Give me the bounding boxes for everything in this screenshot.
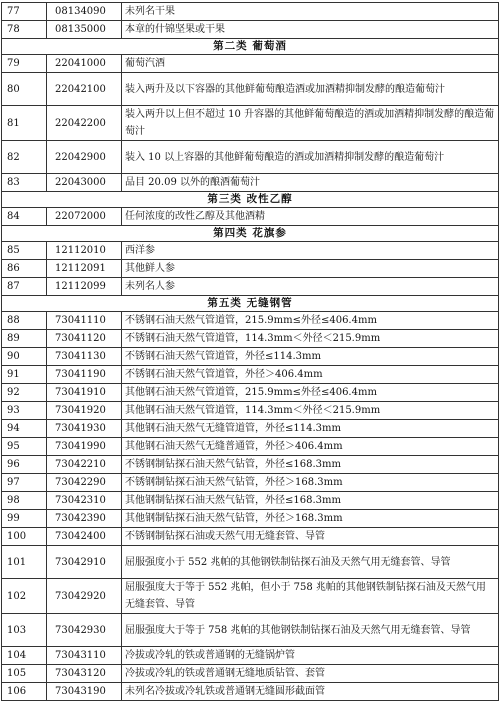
row-number: 105 <box>2 665 47 683</box>
table-row <box>2 456 499 474</box>
tariff-code: 73041130 <box>47 348 122 366</box>
table-row <box>2 546 499 579</box>
row-number: 101 <box>2 546 47 579</box>
table-row <box>2 260 499 278</box>
tariff-table <box>1 2 499 701</box>
row-number: 98 <box>2 492 47 510</box>
row-number: 96 <box>2 456 47 474</box>
item-description: 不锈钢石油天然气管道管，外径≤114.3mm <box>122 348 499 366</box>
tariff-code: 12112010 <box>47 242 122 260</box>
item-description: 装入两升及以下容器的其他鲜葡萄酿造酒或加酒精抑制发酵的酿造葡萄汁 <box>122 73 499 106</box>
tariff-code: 08135000 <box>47 21 122 39</box>
item-description: 其他钢制钻探石油天然气钻管，外径≤168.3mm <box>122 492 499 510</box>
row-number: 97 <box>2 474 47 492</box>
item-description: 其他钢石油天然气无缝管道管，外径≤114.3mm <box>122 420 499 438</box>
item-description: 其他鲜人参 <box>122 260 499 278</box>
item-description: 屈服强度大于等于 552 兆帕，但小于 758 兆帕的其他钢铁制钻探石油及天然气用无缝套管、导管 <box>122 579 499 614</box>
row-number: 82 <box>2 141 47 174</box>
item-description: 未列名干果 <box>122 3 499 21</box>
table-row <box>2 438 499 456</box>
section-title: 第四类 花旗参 <box>2 226 499 242</box>
tariff-code: 73041190 <box>47 366 122 384</box>
row-number: 85 <box>2 242 47 260</box>
tariff-code: 73041990 <box>47 438 122 456</box>
item-description: 品目 20.09 以外的酿酒葡萄汁 <box>122 174 499 192</box>
row-number: 91 <box>2 366 47 384</box>
item-description: 不锈钢制钻探石油或天然气用无缝套管、导管 <box>122 528 499 546</box>
row-number: 106 <box>2 683 47 701</box>
item-description: 其他钢石油天然气无缝普通管，外径＞406.4mm <box>122 438 499 456</box>
section-title: 第二类 葡萄酒 <box>2 39 499 55</box>
section-header-row <box>2 296 499 312</box>
tariff-code: 08134090 <box>47 3 122 21</box>
table-row <box>2 510 499 528</box>
tariff-code: 73042290 <box>47 474 122 492</box>
row-number: 77 <box>2 3 47 21</box>
item-description: 未列名人参 <box>122 278 499 296</box>
row-number: 100 <box>2 528 47 546</box>
table-row <box>2 330 499 348</box>
section-title: 第三类 改性乙醇 <box>2 192 499 208</box>
row-number: 99 <box>2 510 47 528</box>
tariff-code: 22042200 <box>47 106 122 141</box>
table-row <box>2 366 499 384</box>
table-row <box>2 683 499 701</box>
table-row <box>2 73 499 106</box>
item-description: 屈服强度大于等于 758 兆帕的其他钢铁制钻探石油及天然气用无缝套管、导管 <box>122 614 499 647</box>
row-number: 86 <box>2 260 47 278</box>
item-description: 不锈钢石油天然气管道管，外径＞406.4mm <box>122 366 499 384</box>
row-number: 80 <box>2 73 47 106</box>
tariff-code: 73042210 <box>47 456 122 474</box>
table-row <box>2 21 499 39</box>
table-row <box>2 474 499 492</box>
section-header-row <box>2 192 499 208</box>
table-row <box>2 492 499 510</box>
row-number: 104 <box>2 647 47 665</box>
tariff-code: 73041930 <box>47 420 122 438</box>
tariff-code: 73042920 <box>47 579 122 614</box>
section-header-row <box>2 39 499 55</box>
table-row <box>2 384 499 402</box>
tariff-code: 73042390 <box>47 510 122 528</box>
item-description: 冷拔或冷轧的铁或普通钢的无缝锅炉管 <box>122 647 499 665</box>
row-number: 103 <box>2 614 47 647</box>
row-number: 84 <box>2 208 47 226</box>
table-body <box>2 3 499 701</box>
item-description: 西洋参 <box>122 242 499 260</box>
tariff-code: 73042400 <box>47 528 122 546</box>
table-row <box>2 402 499 420</box>
table-row <box>2 141 499 174</box>
row-number: 87 <box>2 278 47 296</box>
item-description: 屈服强度小于 552 兆帕的其他钢铁制钻探石油及天然气用无缝套管、导管 <box>122 546 499 579</box>
row-number: 95 <box>2 438 47 456</box>
tariff-code: 12112099 <box>47 278 122 296</box>
tariff-code: 22042900 <box>47 141 122 174</box>
tariff-code: 22043000 <box>47 174 122 192</box>
tariff-code: 73043120 <box>47 665 122 683</box>
table-row <box>2 312 499 330</box>
tariff-code: 73042910 <box>47 546 122 579</box>
table-row <box>2 348 499 366</box>
tariff-code: 12112091 <box>47 260 122 278</box>
tariff-code: 73043190 <box>47 683 122 701</box>
tariff-code: 73041920 <box>47 402 122 420</box>
table-row <box>2 55 499 73</box>
item-description: 其他钢石油天然气管道管，114.3mm＜外径＜215.9mm <box>122 402 499 420</box>
item-description: 不锈钢制钻探石油天然气钻管，外径＞168.3mm <box>122 474 499 492</box>
tariff-code: 73042930 <box>47 614 122 647</box>
tariff-code: 73041120 <box>47 330 122 348</box>
table-row <box>2 278 499 296</box>
tariff-code: 73041110 <box>47 312 122 330</box>
tariff-code: 22042100 <box>47 73 122 106</box>
item-description: 不锈钢石油天然气管道管，114.3mm＜外径＜215.9mm <box>122 330 499 348</box>
section-header-row <box>2 226 499 242</box>
row-number: 78 <box>2 21 47 39</box>
table-row <box>2 174 499 192</box>
row-number: 83 <box>2 174 47 192</box>
row-number: 94 <box>2 420 47 438</box>
row-number: 79 <box>2 55 47 73</box>
tariff-code: 73041910 <box>47 384 122 402</box>
row-number: 90 <box>2 348 47 366</box>
table-row <box>2 579 499 614</box>
table-row <box>2 208 499 226</box>
table-row <box>2 665 499 683</box>
table-row <box>2 242 499 260</box>
item-description: 不锈钢石油天然气管道管，215.9mm≤外径≤406.4mm <box>122 312 499 330</box>
table-row <box>2 614 499 647</box>
item-description: 其他钢制钻探石油天然气钻管，外径＞168.3mm <box>122 510 499 528</box>
tariff-code: 73042310 <box>47 492 122 510</box>
table-row <box>2 647 499 665</box>
row-number: 89 <box>2 330 47 348</box>
row-number: 88 <box>2 312 47 330</box>
table-row <box>2 420 499 438</box>
row-number: 93 <box>2 402 47 420</box>
section-title: 第五类 无缝钢管 <box>2 296 499 312</box>
item-description: 装入 10 以上容器的其他鲜葡萄酿造的酒或加酒精抑制发酵的酿造葡萄汁 <box>122 141 499 174</box>
tariff-code: 73043110 <box>47 647 122 665</box>
table-row <box>2 106 499 141</box>
tariff-code: 22041000 <box>47 55 122 73</box>
item-description: 冷拔或冷轧的铁或普通钢无缝地质钻管、套管 <box>122 665 499 683</box>
row-number: 92 <box>2 384 47 402</box>
tariff-code: 22072000 <box>47 208 122 226</box>
item-description: 葡萄汽酒 <box>122 55 499 73</box>
table-row <box>2 528 499 546</box>
item-description: 其他钢石油天然气管道管，215.9mm≤外径≤406.4mm <box>122 384 499 402</box>
table-row <box>2 3 499 21</box>
item-description: 本章的什锦坚果或干果 <box>122 21 499 39</box>
item-description: 装入两升以上但不超过 10 升容器的其他鲜葡萄酿造的酒或加酒精抑制发酵的酿造葡萄汁 <box>122 106 499 141</box>
row-number: 102 <box>2 579 47 614</box>
item-description: 任何浓度的改性乙醇及其他酒精 <box>122 208 499 226</box>
item-description: 不锈钢制钻探石油天然气钻管，外径≤168.3mm <box>122 456 499 474</box>
item-description: 未列名冷拔或冷轧铁或普通钢无缝圆形截面管 <box>122 683 499 701</box>
row-number: 81 <box>2 106 47 141</box>
